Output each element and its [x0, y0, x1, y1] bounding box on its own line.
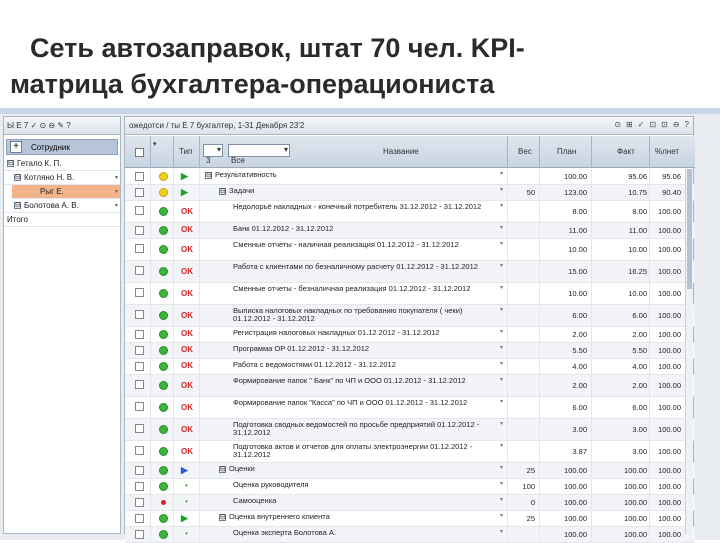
row-checkbox[interactable]: [135, 514, 144, 523]
row-name: Оценка внутреннего клиента: [229, 512, 330, 521]
row-menu-icon[interactable]: ▾: [500, 329, 504, 335]
row-fulfillment: 90.40: [662, 188, 681, 197]
row-fulfillment: 100.00: [658, 362, 681, 371]
level-select[interactable]: [203, 144, 223, 165]
row-menu-icon[interactable]: ▾: [500, 377, 504, 383]
type-ok-label: OK: [181, 329, 193, 338]
toolbar-tool-icon[interactable]: ✓: [637, 120, 645, 129]
row-weight: 100: [522, 482, 535, 491]
row-fact[interactable]: 100.00: [624, 530, 647, 539]
row-name: Работа с клиентами по безналичному расчету 01.12.2012 - 31.12.2012: [233, 262, 478, 271]
row-checkbox[interactable]: [135, 346, 144, 355]
kpi-grid: [125, 169, 695, 543]
status-indicator-icon: [159, 346, 168, 355]
row-plan: 123.00: [564, 188, 587, 197]
type-ok-label: OK: [181, 425, 193, 434]
column-fact[interactable]: Факт: [617, 147, 635, 156]
row-name: Формирование папок " Банк" по ЧП и ООО 01.12.2012 - 31.12.2012: [233, 376, 466, 385]
row-checkbox[interactable]: [135, 498, 144, 507]
row-menu-icon[interactable]: ▾: [500, 481, 504, 487]
row-fact[interactable]: 3.00: [632, 447, 647, 456]
employee-item-label: Итого: [7, 215, 28, 224]
kpi-row[interactable]: [125, 283, 695, 305]
kpi-panel-title: ожедотси / ты Е 7 бухгалтер, 1-31 Декабря 23'2: [129, 121, 305, 130]
row-weight: 25: [526, 514, 535, 523]
row-checkbox[interactable]: [135, 310, 144, 319]
slide-title-line-2: матрица бухгалтера-операциониста: [10, 69, 495, 99]
status-indicator-icon: [159, 403, 168, 412]
row-weight: 50: [526, 188, 535, 197]
row-name-cell: [205, 285, 495, 293]
kpi-row[interactable]: [125, 201, 695, 223]
row-plan: 6.00: [572, 311, 587, 320]
row-checkbox[interactable]: [135, 288, 144, 297]
row-name: Оценки: [229, 464, 255, 473]
expand-toggle-icon[interactable]: ⊟: [15, 202, 21, 210]
chevron-down-icon: ▾: [283, 145, 288, 154]
row-menu-icon[interactable]: ▾: [500, 399, 504, 405]
row-name-cell: [205, 241, 495, 249]
row-fact[interactable]: 10.00: [628, 289, 647, 298]
row-name: Оценка эксперта Болотова А.: [233, 528, 337, 537]
employee-item[interactable]: [4, 199, 120, 213]
row-fulfillment: 100.00: [658, 289, 681, 298]
row-checkbox[interactable]: [135, 482, 144, 491]
type-flag-icon: ▶: [181, 513, 188, 523]
row-fulfillment: 100.00: [658, 330, 681, 339]
slide-title: [10, 30, 710, 102]
row-plan: 15.00: [568, 267, 587, 276]
kpi-row[interactable]: [125, 463, 695, 479]
row-menu-icon[interactable]: ▾: [500, 529, 504, 535]
row-menu-icon[interactable]: ▾: [500, 203, 504, 209]
row-checkbox[interactable]: [135, 466, 144, 475]
type-ok-label: OK: [181, 267, 193, 276]
row-name-cell: [205, 225, 495, 233]
row-menu-icon[interactable]: ▾: [500, 465, 504, 471]
row-menu-icon[interactable]: ▾: [500, 345, 504, 351]
type-filter-value: Все: [231, 156, 245, 165]
type-flag-icon: ▶: [181, 465, 188, 475]
row-plan: 100.00: [564, 172, 587, 181]
row-plan: 100.00: [564, 530, 587, 539]
expand-toggle-icon[interactable]: ⊟: [220, 513, 226, 521]
row-fact[interactable]: 100.00: [624, 514, 647, 523]
slide-title-line-1: Сеть автозаправок, штат 70 чел. KPI-: [30, 33, 525, 63]
kpi-row[interactable]: [125, 441, 695, 463]
type-dot-icon: •: [185, 481, 188, 490]
row-plan: 100.00: [564, 466, 587, 475]
type-flag-icon: ▶: [181, 187, 188, 197]
row-plan: 3.87: [572, 447, 587, 456]
chevron-down-icon[interactable]: ▾: [114, 175, 118, 181]
row-fulfillment: 100.00: [658, 530, 681, 539]
employee-item-label: Болотова А. В.: [24, 201, 79, 210]
row-name-cell: [205, 481, 495, 489]
row-checkbox[interactable]: [135, 206, 144, 215]
employee-panel: [3, 116, 121, 534]
chevron-down-icon: ▾: [216, 145, 221, 154]
row-name-cell: [205, 307, 495, 323]
kpi-row[interactable]: [125, 169, 695, 185]
row-checkbox[interactable]: [135, 226, 144, 235]
row-fact[interactable]: 8.00: [632, 207, 647, 216]
row-name: Результативность: [215, 170, 277, 179]
status-indicator-icon: [159, 188, 168, 197]
row-checkbox[interactable]: [135, 330, 144, 339]
row-checkbox[interactable]: [135, 402, 144, 411]
kpi-row[interactable]: [125, 419, 695, 441]
row-name: Сменные отчеты - наличная реализация 01.12.2012 - 31.12.2012: [233, 240, 459, 249]
kpi-row[interactable]: [125, 305, 695, 327]
status-indicator-icon: [159, 362, 168, 371]
employee-column-header: [6, 139, 118, 155]
employee-item-label: Гетало К. П.: [17, 159, 62, 168]
kpi-row[interactable]: [125, 239, 695, 261]
type-filter-select[interactable]: [228, 144, 290, 165]
row-fact[interactable]: 95.06: [628, 172, 647, 181]
employee-panel-toolbar[interactable]: Ы Е 7 ✓ ⊙ ⊖ ✎ ?: [4, 117, 120, 135]
row-fact[interactable]: 10.75: [628, 188, 647, 197]
column-plan[interactable]: План: [557, 147, 577, 156]
status-indicator-icon: [159, 330, 168, 339]
level-value: 3: [206, 156, 211, 165]
type-ok-label: OK: [181, 225, 193, 234]
employee-item-label: Котляно Н. В.: [24, 173, 75, 182]
row-fulfillment: 100.00: [658, 267, 681, 276]
column-name[interactable]: Название: [383, 147, 419, 156]
type-ok-label: OK: [181, 381, 193, 390]
type-ok-label: OK: [181, 207, 193, 216]
status-indicator-icon: [159, 482, 168, 491]
row-fact[interactable]: 11.00: [628, 226, 647, 235]
type-dot-icon: •: [185, 497, 188, 506]
row-name: Выписка налоговых накладных по требованию покупателя ( чеки) 01.12.2012 - 31.12.2012: [233, 306, 463, 323]
type-ok-label: OK: [181, 289, 193, 298]
expand-toggle-icon[interactable]: ⊟: [220, 465, 226, 473]
chevron-down-icon[interactable]: ▾: [114, 189, 118, 195]
toolbar-tool-icon[interactable]: ?: [684, 120, 689, 129]
row-menu-icon[interactable]: ▾: [500, 421, 504, 427]
row-name: Подготовка актов и отчетов для оплаты электроэнергии 01.12.2012 - 31.12.2012: [233, 442, 473, 459]
employee-item[interactable]: [12, 185, 120, 199]
employee-list: [4, 157, 120, 227]
status-indicator-icon: [159, 245, 168, 254]
row-menu-icon[interactable]: ▾: [500, 497, 504, 503]
row-name: Сменные отчеты - безналичная реализация 01.12.2012 - 31.12.2012: [233, 284, 471, 293]
kpi-row[interactable]: [125, 375, 695, 397]
type-ok-label: OK: [181, 245, 193, 254]
status-indicator-icon: [159, 381, 168, 390]
status-indicator-icon: [159, 267, 168, 276]
row-name: Задачи: [229, 186, 255, 195]
kpi-row[interactable]: [125, 479, 695, 495]
employee-item[interactable]: [4, 171, 120, 185]
type-ok-label: OK: [181, 311, 193, 320]
row-name-cell: [205, 345, 495, 353]
row-fact[interactable]: 2.00: [632, 381, 647, 390]
expand-toggle-icon[interactable]: ⊟: [8, 160, 14, 168]
kpi-row[interactable]: [125, 397, 695, 419]
row-checkbox[interactable]: [135, 380, 144, 389]
row-fact[interactable]: 6.00: [632, 403, 647, 412]
row-checkbox[interactable]: [135, 188, 144, 197]
status-indicator-icon: [159, 311, 168, 320]
row-fulfillment: 100.00: [658, 226, 681, 235]
row-menu-icon[interactable]: ▾: [500, 241, 504, 247]
employee-header-label: Сотрудник: [31, 142, 70, 152]
column-weight[interactable]: Вес: [518, 147, 532, 156]
row-menu-icon[interactable]: ▾: [500, 225, 504, 231]
row-fact[interactable]: 6.00: [632, 311, 647, 320]
row-name: Программа ОР 01.12.2012 - 31.12.2012: [233, 344, 370, 353]
add-employee-button[interactable]: +: [10, 141, 22, 153]
kpi-panel-toolbar: [125, 117, 693, 135]
row-plan: 100.00: [564, 514, 587, 523]
row-checkbox[interactable]: [135, 424, 144, 433]
row-menu-icon[interactable]: ▾: [500, 361, 504, 367]
status-indicator-icon: [161, 500, 166, 505]
status-indicator-icon: [159, 207, 168, 216]
row-checkbox[interactable]: [135, 244, 144, 253]
row-plan: 8.00: [572, 207, 587, 216]
kpi-row[interactable]: [125, 185, 695, 201]
row-fulfillment: 100.00: [658, 447, 681, 456]
row-name-cell: [205, 465, 495, 473]
row-name-cell: [205, 399, 495, 407]
employee-item[interactable]: [4, 157, 120, 171]
scrollbar-thumb[interactable]: [687, 169, 692, 289]
row-weight: 25: [526, 466, 535, 475]
row-name-cell: [205, 171, 495, 179]
kpi-panel: [124, 116, 694, 539]
row-fact[interactable]: 100.00: [624, 482, 647, 491]
row-fact[interactable]: 10.00: [628, 245, 647, 254]
row-fact[interactable]: 4.00: [632, 362, 647, 371]
row-fulfillment: 100.00: [658, 311, 681, 320]
row-fulfillment: 100.00: [658, 381, 681, 390]
expand-toggle-icon[interactable]: ⊟: [220, 187, 226, 195]
row-name-cell: [205, 513, 495, 521]
kpi-row[interactable]: [125, 495, 695, 511]
toolbar-tool-icon[interactable]: ⊡: [661, 120, 668, 129]
row-fulfillment: 100.00: [658, 498, 681, 507]
filter-icon[interactable]: ▾: [153, 141, 157, 148]
row-checkbox[interactable]: [135, 530, 144, 539]
row-menu-icon[interactable]: ▾: [500, 307, 504, 313]
expand-toggle-icon[interactable]: ⊟: [206, 171, 212, 179]
row-plan: 10.00: [568, 245, 587, 254]
row-name: Недолорьё накладных - конечный потребитель 31.12.2012 - 31.12.2012: [233, 202, 482, 211]
row-name-cell: [205, 263, 495, 271]
row-name-cell: [205, 497, 495, 505]
status-indicator-icon: [159, 447, 168, 456]
row-name-cell: [205, 329, 495, 337]
row-weight: 0: [530, 498, 535, 507]
kpi-row[interactable]: [125, 511, 695, 527]
kpi-toolbar-tools: [614, 120, 689, 129]
type-dot-icon: •: [185, 529, 188, 538]
type-ok-label: OK: [181, 361, 193, 370]
row-fact[interactable]: 5.50: [632, 346, 647, 355]
row-fulfillment: 100.00: [658, 403, 681, 412]
row-menu-icon[interactable]: ▾: [500, 513, 504, 519]
status-indicator-icon: [159, 172, 168, 181]
row-fulfillment: 100.00: [658, 514, 681, 523]
type-ok-label: OK: [181, 345, 193, 354]
row-name: Регистрация налоговых накладных 01.12.2012 - 31.12.2012: [233, 328, 440, 337]
row-plan: 4.00: [572, 362, 587, 371]
row-name: Подготовка сводных ведомостей по просьбе предприятий 01.12.2012 - 31.12.2012: [233, 420, 480, 437]
chevron-down-icon[interactable]: ▾: [114, 203, 118, 209]
row-checkbox[interactable]: [135, 172, 144, 181]
employee-item-label: Рыг Е.: [40, 187, 64, 196]
row-name-cell: [205, 203, 495, 211]
type-ok-label: OK: [181, 447, 193, 456]
column-type[interactable]: Тип: [179, 147, 193, 156]
status-indicator-icon: [159, 425, 168, 434]
row-fulfillment: 95.06: [662, 172, 681, 181]
employee-item[interactable]: [4, 213, 120, 227]
row-fact[interactable]: 3.00: [632, 425, 647, 434]
type-flag-icon: ▶: [181, 171, 188, 181]
row-fulfillment: 100.00: [658, 425, 681, 434]
kpi-row[interactable]: [125, 327, 695, 343]
row-plan: 11.00: [568, 226, 587, 235]
row-plan: 5.50: [572, 346, 587, 355]
row-plan: 2.00: [572, 330, 587, 339]
vertical-scrollbar[interactable]: [685, 169, 693, 535]
row-name: Банк 01.12.2012 - 31.12.2012: [233, 224, 334, 233]
row-menu-icon[interactable]: ▾: [500, 285, 504, 291]
app-window: [0, 114, 720, 540]
row-plan: 10.00: [568, 289, 587, 298]
row-fulfillment: 100.00: [658, 245, 681, 254]
row-plan: 6.00: [572, 403, 587, 412]
row-plan: 100.00: [564, 498, 587, 507]
toolbar-tool-icon[interactable]: ⊞: [626, 120, 633, 129]
row-name: Самооценка: [233, 496, 277, 505]
row-name: Оценка руководителя: [233, 480, 309, 489]
row-menu-icon[interactable]: ▾: [500, 263, 504, 269]
kpi-row[interactable]: [125, 527, 695, 543]
status-indicator-icon: [159, 530, 168, 539]
toolbar-tool-icon[interactable]: ⊡: [649, 120, 657, 129]
toolbar-tool-icon[interactable]: ⊖: [672, 120, 680, 129]
select-all-checkbox[interactable]: [135, 148, 144, 157]
row-fulfillment: 100.00: [658, 207, 681, 216]
row-name: Работа с ведомостями 01.12.2012 - 31.12.2012: [233, 360, 396, 369]
column-fulfillment[interactable]: %лнет: [655, 147, 680, 156]
row-fact[interactable]: 100.00: [624, 466, 647, 475]
row-checkbox[interactable]: [135, 362, 144, 371]
row-plan: 2.00: [572, 381, 587, 390]
row-fulfillment: 100.00: [658, 466, 681, 475]
expand-toggle-icon[interactable]: ⊟: [15, 174, 21, 182]
row-name-cell: [205, 187, 495, 195]
row-checkbox[interactable]: [135, 266, 144, 275]
row-checkbox[interactable]: [135, 446, 144, 455]
type-ok-label: OK: [181, 403, 193, 412]
row-menu-icon[interactable]: ▾: [500, 187, 504, 193]
toolbar-tool-icon[interactable]: ⊙: [614, 120, 622, 129]
row-name: Формирование папок "Касса" по ЧП и ООО 01.12.2012 - 31.12.2012: [233, 398, 468, 407]
kpi-row[interactable]: [125, 359, 695, 375]
status-indicator-icon: [159, 289, 168, 298]
kpi-row[interactable]: [125, 343, 695, 359]
status-indicator-icon: [159, 514, 168, 523]
row-name-cell: [205, 421, 495, 437]
row-plan: 3.00: [572, 425, 587, 434]
row-name-cell: [205, 443, 495, 459]
row-plan: 100.00: [564, 482, 587, 491]
grid-header: [125, 136, 695, 168]
row-fulfillment: 100.00: [658, 346, 681, 355]
kpi-row[interactable]: [125, 223, 695, 239]
row-fact[interactable]: 2.00: [632, 330, 647, 339]
row-menu-icon[interactable]: ▾: [500, 171, 504, 177]
kpi-row[interactable]: [125, 261, 695, 283]
row-name-cell: [205, 361, 495, 369]
status-indicator-icon: [159, 466, 168, 475]
row-name-cell: [205, 529, 495, 537]
row-fulfillment: 100.00: [658, 482, 681, 491]
row-fact[interactable]: 100.00: [624, 498, 647, 507]
row-menu-icon[interactable]: ▾: [500, 443, 504, 449]
row-fact[interactable]: 16.25: [628, 267, 647, 276]
row-name-cell: [205, 377, 495, 385]
status-indicator-icon: [159, 226, 168, 235]
